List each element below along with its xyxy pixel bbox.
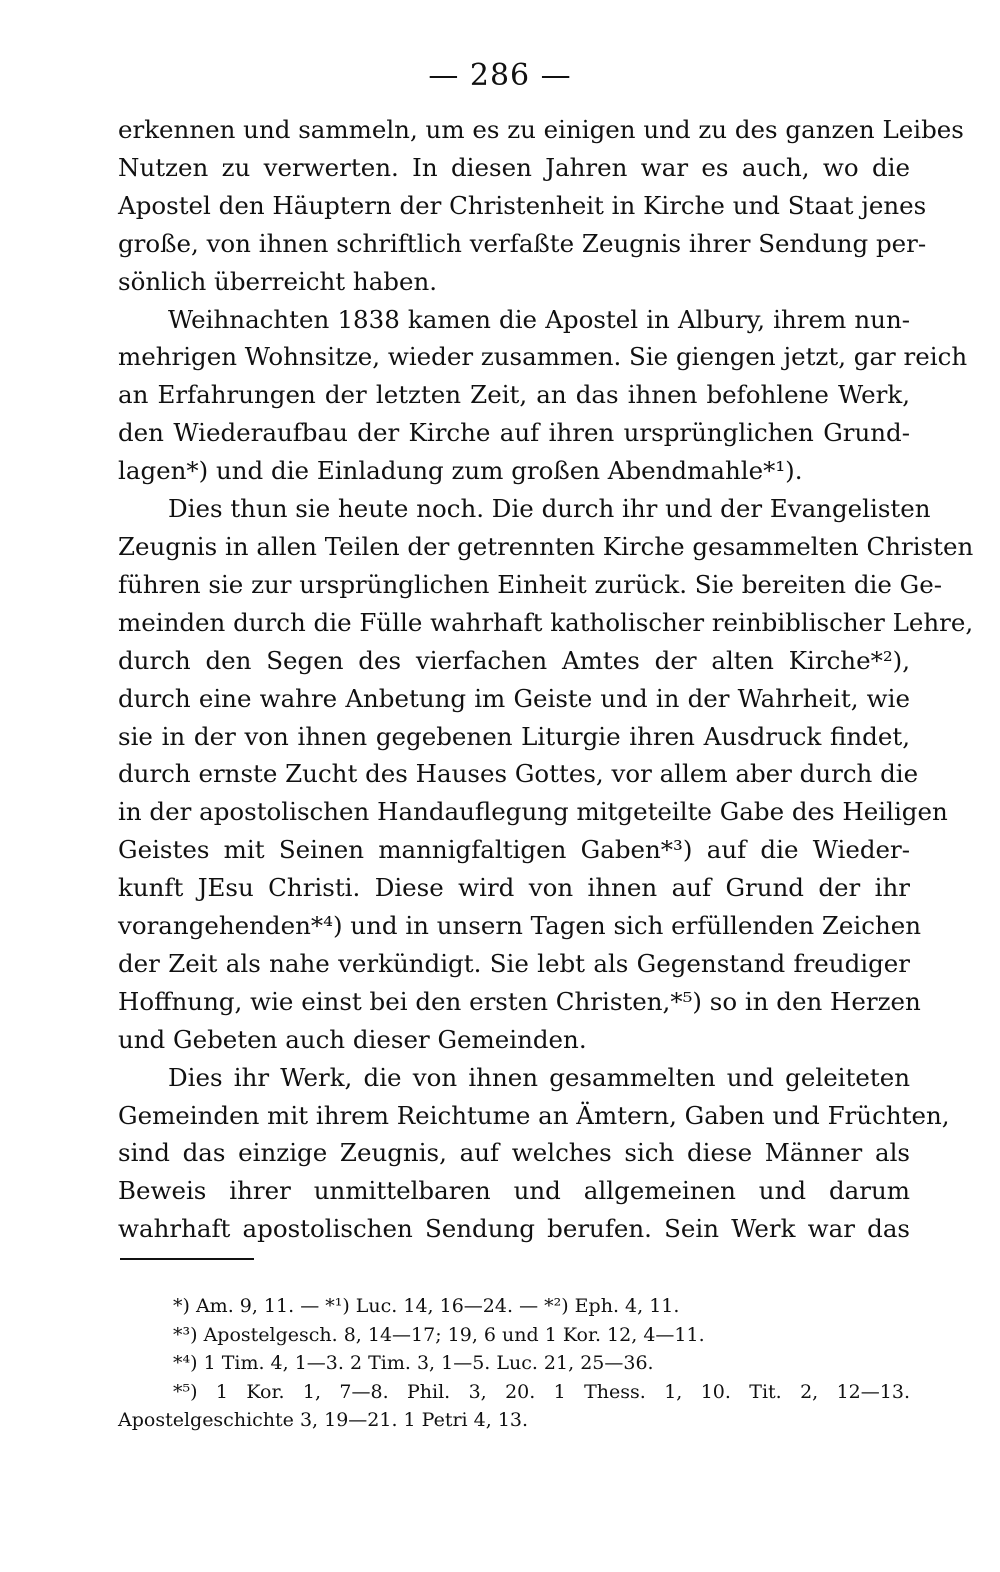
text-line: meinden durch die Fülle wahrhaft katholischer reinbiblischer Lehre, (118, 607, 974, 637)
paragraph-2 (118, 301, 968, 491)
text-line: führen sie zur ursprünglichen Einheit zurück. Sie bereiten die Ge- (118, 569, 942, 599)
text-line: Dies ihr Werk, die von ihnen gesammelten und geleiteten (168, 1062, 910, 1092)
text-line: wahrhaft apostolischen Sendung berufen. Sein Werk war das (118, 1214, 910, 1244)
text-line: vorangehenden*⁴) und in unsern Tagen sich erfüllenden Zeichen (118, 911, 922, 941)
footnote-line: *³) Apostelgesch. 8, 14—17; 19, 6 und 1 Kor. 12, 4—11. (173, 1323, 705, 1346)
footnote-divider (120, 1258, 254, 1260)
text-line: große, von ihnen schriftlich verfaßte Zeugnis ihrer Sendung per- (118, 228, 927, 258)
text-line: Beweis ihrer unmittelbaren und allgemeinen und darum (118, 1176, 910, 1206)
text-line: durch eine wahre Anbetung im Geiste und in der Wahrheit, wie (118, 683, 910, 713)
text-line: an Erfahrungen der letzten Zeit, an das ihnen befohlene Werk, (118, 380, 910, 410)
text-line: sönlich überreicht haben. (118, 266, 438, 296)
text-line: Nutzen zu verwerten. In diesen Jahren war es auch, wo die (118, 152, 910, 182)
text-line: Hoffnung, wie einst bei den ersten Christen,*⁵) so in den Herzen (118, 986, 921, 1016)
text-line: in der apostolischen Handauflegung mitgeteilte Gabe des Heiligen (118, 797, 948, 827)
text-line: und Gebeten auch dieser Gemeinden. (118, 1024, 587, 1054)
footnote-line: *) Am. 9, 11. — *¹) Luc. 14, 16—24. — *²) Eph. 4, 11. (173, 1295, 680, 1317)
paragraph-1 (118, 111, 964, 301)
text-line: sind das einzige Zeugnis, auf welches sich diese Männer als (118, 1138, 910, 1168)
text-line: durch ernste Zucht des Hauses Gottes, vor allem aber durch die (118, 759, 919, 789)
text-line: Dies thun sie heute noch. Die durch ihr und der Evangelisten (168, 494, 931, 524)
text-line: sie in der von ihnen gegebenen Liturgie ihren Ausdruck findet, (118, 721, 910, 751)
text-line: Zeugnis in allen Teilen der getrennten Kirche gesammelten Christen (118, 531, 974, 561)
text-line: Weihnachten 1838 kamen die Apostel in Albury, ihrem nun- (168, 304, 910, 334)
text-line: Geistes mit Seinen mannigfaltigen Gaben*³) auf die Wieder- (118, 835, 910, 865)
page-number: — 286 — (428, 58, 572, 93)
footnote-line: Apostelgeschichte 3, 19—21. 1 Petri 4, 13. (118, 1409, 529, 1432)
text-line: der Zeit als nahe verkündigt. Sie lebt als Gegenstand freudiger (118, 948, 910, 978)
text-line: Gemeinden mit ihrem Reichtume an Ämtern, Gaben und Früchten, (118, 1100, 950, 1130)
text-line: mehrigen Wohnsitze, wieder zusammen. Sie giengen jetzt, gar reich (118, 342, 968, 372)
footnote-line: *⁴) 1 Tim. 4, 1—3. 2 Tim. 3, 1—5. Luc. 21, 25—36. (173, 1352, 654, 1375)
paragraph-3 (118, 490, 974, 1059)
text-line: lagen*) und die Einladung zum großen Abendmahle*¹). (118, 456, 803, 486)
text-line: Apostel den Häuptern der Christenheit in Kirche und Staat jenes (118, 190, 927, 220)
footnote-line: *⁵) 1 Kor. 1, 7—8. Phil. 3, 20. 1 Thess. 1, 10. Tit. 2, 12—13. (173, 1380, 910, 1403)
text-line: kunft JEsu Christi. Diese wird von ihnen auf Grund der ihr (118, 873, 910, 903)
body-text (118, 111, 974, 1248)
footnotes (118, 1292, 910, 1435)
text-line: erkennen und sammeln, um es zu einigen und zu des ganzen Leibes (118, 115, 964, 144)
text-line: durch den Segen des vierfachen Amtes der alten Kirche*²), (118, 645, 910, 675)
text-line: den Wiederaufbau der Kirche auf ihren ursprünglichen Grund- (118, 418, 910, 448)
paragraph-4 (118, 1059, 950, 1249)
